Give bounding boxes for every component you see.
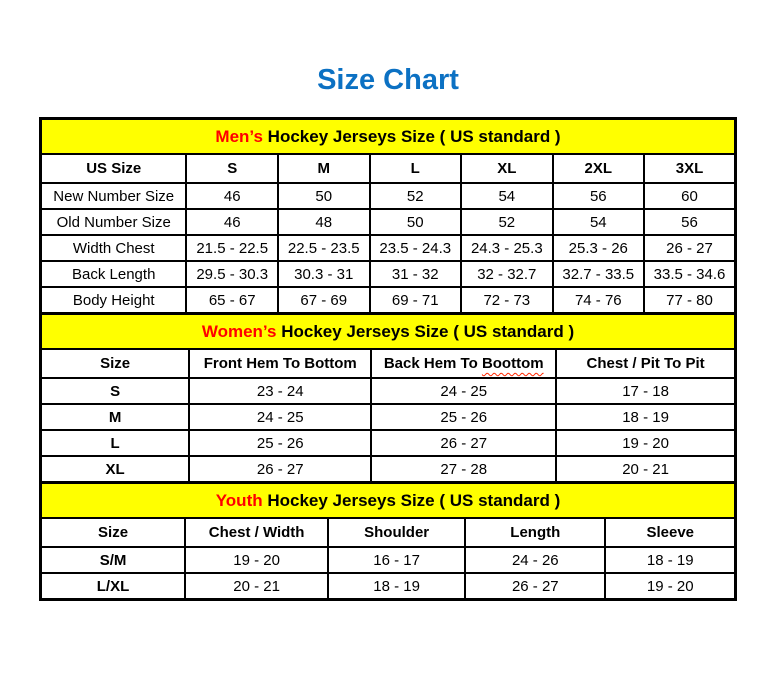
table-cell: 17 - 18 (556, 378, 735, 404)
table-cell: 74 - 76 (553, 287, 644, 314)
table-cell: 24 - 25 (189, 404, 371, 430)
table-row (41, 287, 736, 314)
mens-table-title (41, 119, 736, 155)
table-cell: 26 - 27 (465, 573, 605, 600)
table-row (41, 456, 736, 483)
womens-table-title-highlight: Women’s (201, 321, 277, 341)
column-header: Front Hem To Bottom (189, 349, 371, 378)
table-cell: 31 - 32 (370, 261, 462, 287)
table-cell: 50 (278, 183, 370, 209)
table-cell: 26 - 27 (189, 456, 371, 483)
column-header: 3XL (644, 154, 735, 183)
table-cell: 46 (186, 183, 278, 209)
table-cell: 60 (644, 183, 735, 209)
column-header: S (186, 154, 278, 183)
column-header: Shoulder (328, 518, 465, 547)
table-cell: 25 - 26 (371, 404, 556, 430)
table-row (41, 573, 736, 600)
table-cell: 56 (644, 209, 735, 235)
youth-table-title-row (41, 483, 736, 519)
column-header: Length (465, 518, 605, 547)
table-row (41, 261, 736, 287)
table-cell: 19 - 20 (556, 430, 735, 456)
row-label: Body Height (41, 287, 187, 314)
column-header: Sleeve (605, 518, 735, 547)
table-cell: 29.5 - 30.3 (186, 261, 278, 287)
womens-header-row (41, 349, 736, 378)
table-cell: 22.5 - 23.5 (278, 235, 370, 261)
table-cell: 32 - 32.7 (461, 261, 553, 287)
row-label: New Number Size (41, 183, 187, 209)
table-cell: 19 - 20 (605, 573, 735, 600)
page-title: Size Chart (317, 64, 459, 96)
womens-size-table (39, 312, 737, 484)
table-cell: 54 (553, 209, 644, 235)
table-cell: 26 - 27 (371, 430, 556, 456)
table-cell: 33.5 - 34.6 (644, 261, 735, 287)
column-header: 2XL (553, 154, 644, 183)
row-label: Width Chest (41, 235, 187, 261)
table-cell: 19 - 20 (185, 547, 328, 573)
column-header: Size (41, 518, 186, 547)
row-label: Old Number Size (41, 209, 187, 235)
table-row (41, 209, 736, 235)
table-cell: 65 - 67 (186, 287, 278, 314)
table-cell: 24.3 - 25.3 (461, 235, 553, 261)
row-label: S/M (41, 547, 186, 573)
table-cell: 54 (461, 183, 553, 209)
column-header-prefix: Back Hem To (383, 355, 482, 372)
table-cell: 24 - 26 (465, 547, 605, 573)
table-row (41, 378, 736, 404)
mens-table-title-row (41, 119, 736, 155)
table-cell: 21.5 - 22.5 (186, 235, 278, 261)
table-cell: 72 - 73 (461, 287, 553, 314)
misspelled-word: Boottom (481, 355, 544, 372)
row-label: S (41, 378, 190, 404)
column-header: US Size (41, 154, 187, 183)
table-cell: 69 - 71 (370, 287, 462, 314)
row-label: M (41, 404, 190, 430)
column-header: Chest / Pit To Pit (556, 349, 735, 378)
mens-table-title-highlight: Men’s (215, 126, 263, 146)
table-cell: 24 - 25 (371, 378, 556, 404)
size-chart-tables (39, 117, 737, 601)
table-cell: 46 (186, 209, 278, 235)
youth-table-title-highlight: Youth (215, 490, 263, 510)
table-cell: 25 - 26 (189, 430, 371, 456)
column-header: M (278, 154, 370, 183)
youth-table-title (41, 483, 736, 519)
table-cell: 67 - 69 (278, 287, 370, 314)
table-cell: 77 - 80 (644, 287, 735, 314)
table-cell: 20 - 21 (556, 456, 735, 483)
table-cell: 30.3 - 31 (278, 261, 370, 287)
table-row (41, 430, 736, 456)
mens-header-row (41, 154, 736, 183)
table-cell: 32.7 - 33.5 (553, 261, 644, 287)
table-cell: 23.5 - 24.3 (370, 235, 462, 261)
table-cell: 56 (553, 183, 644, 209)
table-cell: 26 - 27 (644, 235, 735, 261)
mens-size-table (39, 117, 737, 315)
table-row (41, 404, 736, 430)
womens-table-title-rest: Hockey Jerseys Size ( US standard ) (276, 321, 575, 341)
table-cell: 50 (370, 209, 462, 235)
womens-table-title (41, 314, 736, 350)
column-header: XL (461, 154, 553, 183)
youth-size-table (39, 481, 737, 601)
table-cell: 16 - 17 (328, 547, 465, 573)
table-cell: 23 - 24 (189, 378, 371, 404)
table-cell: 18 - 19 (328, 573, 465, 600)
table-cell: 18 - 19 (605, 547, 735, 573)
table-cell: 27 - 28 (371, 456, 556, 483)
table-row (41, 235, 736, 261)
row-label: L (41, 430, 190, 456)
column-header: L (370, 154, 462, 183)
table-cell: 18 - 19 (556, 404, 735, 430)
table-cell: 52 (461, 209, 553, 235)
row-label: XL (41, 456, 190, 483)
row-label: Back Length (41, 261, 187, 287)
table-row (41, 547, 736, 573)
womens-table-title-row (41, 314, 736, 350)
table-row (41, 183, 736, 209)
mens-table-title-rest: Hockey Jerseys Size ( US standard ) (262, 126, 561, 146)
table-cell: 20 - 21 (185, 573, 328, 600)
table-cell: 52 (370, 183, 462, 209)
table-cell: 25.3 - 26 (553, 235, 644, 261)
column-header-misspelled (371, 349, 556, 378)
table-cell: 48 (278, 209, 370, 235)
youth-table-title-rest: Hockey Jerseys Size ( US standard ) (262, 490, 561, 510)
column-header: Chest / Width (185, 518, 328, 547)
row-label: L/XL (41, 573, 186, 600)
youth-header-row (41, 518, 736, 547)
column-header: Size (41, 349, 190, 378)
